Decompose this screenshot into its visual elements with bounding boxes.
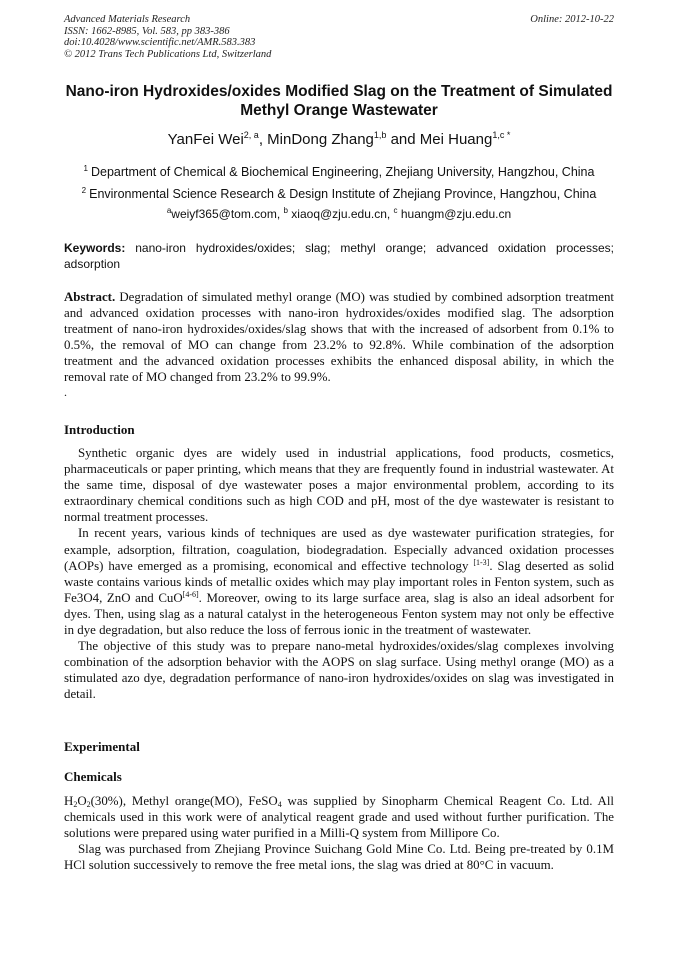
- formula-subscript: 4: [277, 800, 282, 809]
- paragraph: Slag was purchased from Zhejiang Province Suichang Gold Mine Co. Ltd. Being pre-treated by 0.1M HCl solution successively to remove the free metal ions, the slag was dried at 80°C in vacuum.: [64, 842, 614, 873]
- author-name: Mei Huang: [419, 131, 493, 148]
- formula-subscript: 2: [86, 800, 91, 809]
- paper-title: Nano-iron Hydroxides/oxides Modified Slag on the Treatment of Simulated Methyl Orange Wastewater: [65, 83, 613, 119]
- affiliation-number: 1: [83, 164, 88, 173]
- paragraph-text: . Moreover, owing to its large surface area, slag is also an ideal adsorbent for dyes. Then, using slag as a natural catalyst in the heterogeneous Fenton system may not only be effective in dye degradation, but also reduce the loss of ferrous ionic in the treatment of wastewater.: [64, 590, 614, 638]
- paragraph: The objective of this study was to prepare nano-metal hydroxides/oxides/slag complexes involving combination of the adsorption behavior with the AOPS on slag surface. Using methyl orange (MO) as a stimulated azo dye, degradation performance of nano-iron hydroxides/oxides on slag was investigated in detail.: [64, 639, 614, 702]
- email-mark: c: [393, 206, 398, 215]
- author-separator: ,: [258, 131, 268, 148]
- author-name: YanFei Wei: [167, 131, 244, 148]
- keywords-text: nano-iron hydroxides/oxides; slag; methyl orange; advanced oxidation processes; adsorption: [64, 241, 614, 271]
- paragraph-text: . Slag deserted as solid waste contains various kinds of metallic oxides which may play important roles in Fenton system, such as Fe3O4, ZnO and CuO: [64, 558, 614, 605]
- section-heading-introduction: Introduction: [64, 422, 135, 437]
- author-affil-mark: 1,c *: [492, 130, 511, 140]
- email-address[interactable]: huangm@zju.edu.cn: [397, 207, 512, 221]
- chemicals-body: [64, 793, 614, 873]
- email-address[interactable]: xiaoq@zju.edu.cn,: [287, 207, 394, 221]
- affiliation: [64, 187, 614, 201]
- citation-ref[interactable]: [1-3]: [473, 557, 490, 567]
- author-affil-mark: 1,b: [373, 130, 387, 140]
- email-mark: a: [166, 206, 172, 215]
- paragraph-text: was supplied by Sinopharm Chemical Reagent Co. Ltd. All chemicals used in this work were of analytical reagent grade and used without further purification. The solutions were prepared using water purified in a Milli-Q system from Millipore Co.: [64, 794, 614, 841]
- paragraph-text: (30%), Methyl orange(MO), FeSO: [90, 794, 278, 808]
- keywords: [64, 241, 614, 272]
- formula-part: H: [64, 794, 74, 808]
- introduction-body: [64, 445, 614, 703]
- keywords-label: Keywords:: [64, 241, 126, 255]
- copyright-line: © 2012 Trans Tech Publications Ltd, Switzerland: [64, 48, 272, 60]
- stray-dot: .: [64, 385, 67, 399]
- author-list: [64, 131, 614, 148]
- online-date: Online: 2012-10-22: [530, 14, 614, 25]
- author-separator: and: [386, 131, 420, 148]
- paragraph-text: In recent years, various kinds of techniques are used as dye wastewater purification strategies, for example, adsorption, filtration, coagulation, biodegradation. Especially advanced oxidation processes (AOPs) have emerged as a promising, economical and effective technology: [64, 526, 614, 573]
- issn-line: ISSN: 1662-8985, Vol. 583, pp 383-386: [64, 25, 230, 37]
- affiliation-text: Environmental Science Research & Design Institute of Zhejiang Province, Hangzhou, China: [89, 187, 597, 201]
- paragraph: Synthetic organic dyes are widely used in industrial applications, food products, cosmetics, pharmaceuticals or paper printing, which means that they are frequently found in industrial wastewater. At the same time, disposal of dye wastewater poses a major environmental problem, according to its extraordinary chemical conditions such as high COD and pH, most of the dye wastewater is resistant to normal treatment processes.: [64, 446, 614, 525]
- journal-name: Advanced Materials Research: [64, 14, 191, 25]
- affiliation: [64, 165, 614, 179]
- abstract-text: Degradation of simulated methyl orange (MO) was studied by combined adsorption treatment and advanced oxidation processes with nano-iron hydroxides/oxides modified slag. The adsorption treatment of nano-iron hydroxides/oxides/slag shows that with the increased of adsorbent from 0.1% to 0.5%, the removal of MO can change from 23.2% to 92.8%. While combination of the adsorption treatment and the advanced oxidation processes exhibits the enhanced disposal ability, in which the removal rate of MO changed from 23.2% to 99.9%.: [64, 290, 614, 385]
- section-heading-experimental: Experimental: [64, 739, 140, 754]
- abstract: [64, 289, 614, 386]
- email-list: [64, 207, 614, 221]
- email-mark: b: [283, 206, 288, 215]
- abstract-label: Abstract.: [64, 290, 116, 304]
- author-affil-mark: 2, a: [243, 130, 259, 140]
- paragraph: [64, 525, 614, 638]
- formula-part: O: [77, 794, 87, 808]
- email-address[interactable]: weiyf365@tom.com,: [171, 207, 284, 221]
- doi-line: doi:10.4028/www.scientific.net/AMR.583.383: [64, 37, 256, 49]
- paragraph: [64, 793, 614, 841]
- subsection-heading-chemicals: Chemicals: [64, 769, 122, 784]
- author-name: MinDong Zhang: [267, 131, 374, 148]
- formula-subscript: 2: [73, 800, 78, 809]
- citation-ref[interactable]: [4-6]: [182, 589, 199, 599]
- affiliation-text: Department of Chemical & Biochemical Engineering, Zhejiang University, Hangzhou, China: [90, 165, 595, 179]
- affiliation-number: 2: [81, 186, 87, 195]
- journal-header: [64, 14, 614, 60]
